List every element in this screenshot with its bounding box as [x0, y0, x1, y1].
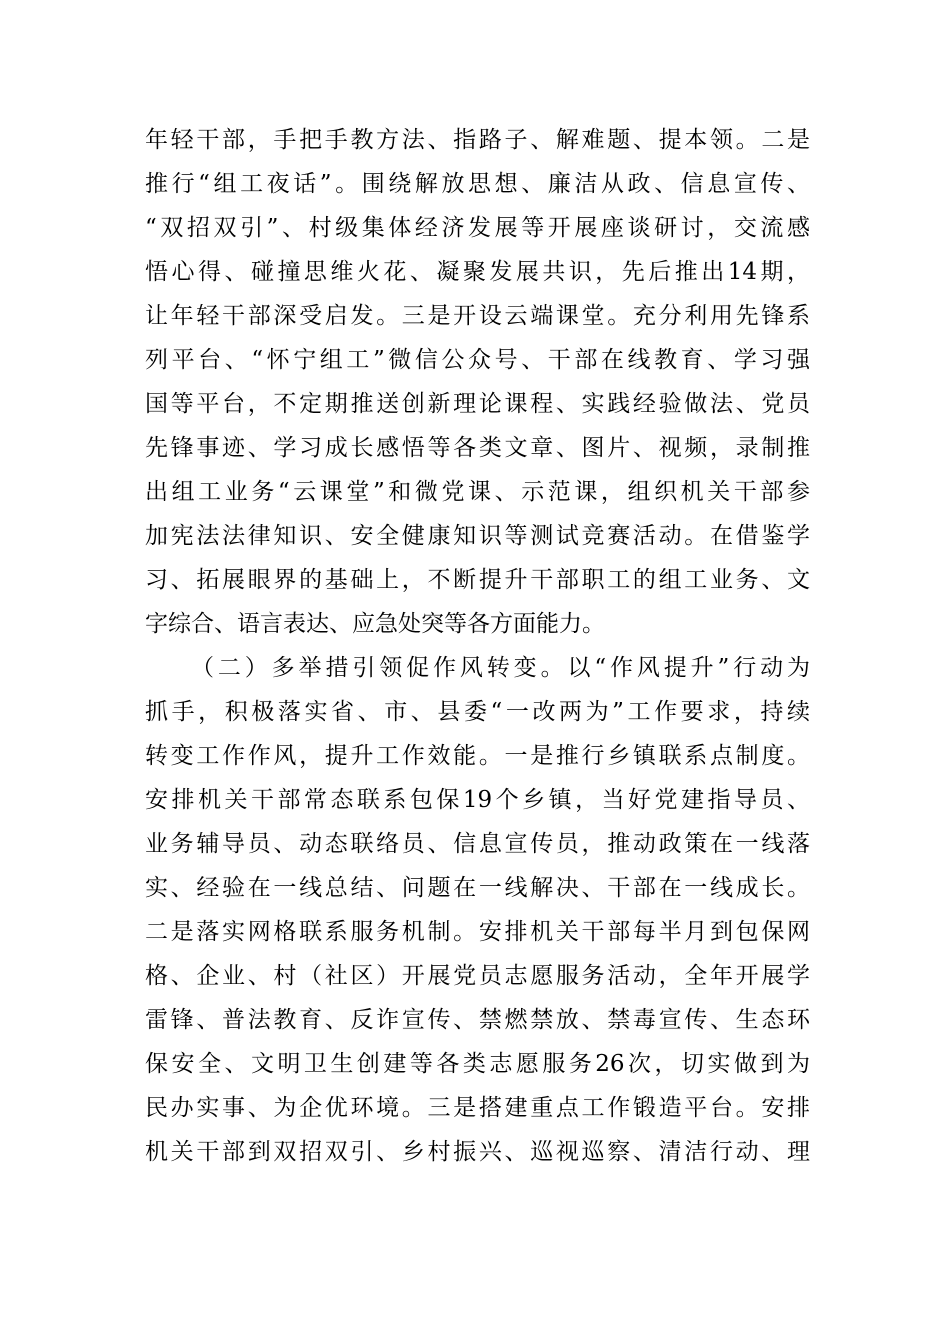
text-line: 转变工作作风，提升工作效能。一是推行乡镇联系点制度。: [145, 743, 810, 769]
text-line: 加宪法法律知识、安全健康知识等测试竞赛活动。在借鉴学: [145, 523, 810, 549]
text-line: 实、经验在一线总结、问题在一线解决、干部在一线成长。: [145, 875, 810, 901]
paragraph-2: [145, 646, 810, 1174]
text-line: 出组工业务“云课堂”和微党课、示范课，组织机关干部参: [145, 479, 810, 505]
text-line: 机关干部到双招双引、乡村振兴、巡视巡察、清洁行动、理: [145, 1139, 810, 1165]
section-heading-line: （二）多举措引领促作风转变。以“作风提升”行动为: [191, 655, 810, 681]
text-line: 安排机关干部常态联系包保19个乡镇，当好党建指导员、: [145, 787, 810, 813]
text-line: 年轻干部，手把手教方法、指路子、解难题、提本领。二是: [145, 127, 810, 153]
text-line: 先锋事迹、学习成长感悟等各类文章、图片、视频，录制推: [145, 435, 810, 461]
text-line: 悟心得、碰撞思维火花、凝聚发展共识，先后推出14期，: [145, 259, 810, 285]
text-line: 二是落实网格联系服务机制。安排机关干部每半月到包保网: [145, 919, 810, 945]
body-text: [145, 118, 810, 1174]
paragraph-1: [145, 118, 810, 646]
text-line: 习、拓展眼界的基础上，不断提升干部职工的组工业务、文: [145, 567, 810, 593]
text-line: “双招双引”、村级集体经济发展等开展座谈研讨，交流感: [145, 215, 810, 241]
text-line: 抓手，积极落实省、市、县委“一改两为”工作要求，持续: [145, 699, 810, 725]
text-line: 字综合、语言表达、应急处突等各方面能力。: [145, 611, 605, 637]
text-line: 民办实事、为企优环境。三是搭建重点工作锻造平台。安排: [145, 1095, 810, 1121]
text-line: 推行“组工夜话”。围绕解放思想、廉洁从政、信息宣传、: [145, 171, 810, 197]
text-line: 让年轻干部深受启发。三是开设云端课堂。充分利用先锋系: [145, 303, 810, 329]
text-line: 雷锋、普法教育、反诈宣传、禁燃禁放、禁毒宣传、生态环: [145, 1007, 810, 1033]
text-line: 国等平台，不定期推送创新理论课程、实践经验做法、党员: [145, 391, 810, 417]
text-line: 列平台、“怀宁组工”微信公众号、干部在线教育、学习强: [145, 347, 810, 373]
text-line: 格、企业、村（社区）开展党员志愿服务活动，全年开展学: [145, 963, 810, 989]
text-line: 业务辅导员、动态联络员、信息宣传员，推动政策在一线落: [145, 831, 810, 857]
text-line: 保安全、文明卫生创建等各类志愿服务26次，切实做到为: [145, 1051, 810, 1077]
